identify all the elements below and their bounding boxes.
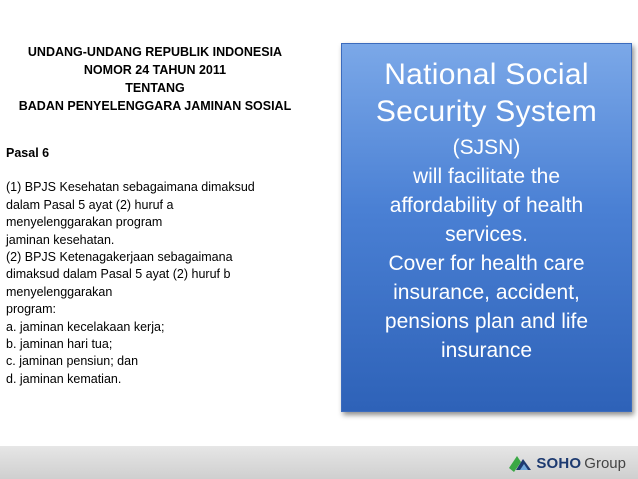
callout-line: (SJSN) <box>452 136 521 159</box>
callout-line: insurance, accident, <box>393 281 580 304</box>
article-line: dalam Pasal 5 ayat (2) huruf a <box>6 197 174 212</box>
logo-text-group: Group <box>584 454 626 472</box>
law-heading-line: TENTANG <box>125 81 185 95</box>
article-line: menyelenggarakan program <box>6 215 163 230</box>
article-line: (2) BPJS Ketenagakerjaan sebagaimana <box>6 250 233 265</box>
soho-group-logo-icon <box>507 452 533 474</box>
article-line: a. jaminan kecelakaan kerja; <box>6 319 165 334</box>
callout-line: services. <box>445 223 528 246</box>
callout-title <box>342 56 631 130</box>
callout-line: affordability of health <box>389 194 584 217</box>
callout-line: will facilitate the <box>412 165 561 188</box>
law-heading <box>4 43 306 115</box>
callout-title-line: National Social <box>384 58 589 91</box>
law-heading-line: BADAN PENYELENGGARA JAMINAN SOSIAL <box>18 99 292 113</box>
callout-line: pensions plan and life <box>384 310 589 333</box>
article-line: jaminan kesehatan. <box>6 232 115 247</box>
sjsn-callout-box <box>341 43 632 412</box>
callout-line: insurance <box>440 339 533 362</box>
callout-description <box>342 133 631 365</box>
article-number: Pasal 6 <box>6 146 50 160</box>
article-line: d. jaminan kematian. <box>6 371 122 386</box>
article-line: c. jaminan pensiun; dan <box>6 354 139 369</box>
article-line: program: <box>6 302 57 317</box>
callout-title-line: Security System <box>375 95 598 128</box>
article-line: b. jaminan hari tua; <box>6 337 113 352</box>
law-article <box>6 145 306 388</box>
law-heading-line: NOMOR 24 TAHUN 2011 <box>83 63 227 77</box>
soho-group-logo <box>507 452 626 474</box>
article-line: dimaksud dalam Pasal 5 ayat (2) huruf b <box>6 267 231 282</box>
article-line: (1) BPJS Kesehatan sebagaimana dimaksud <box>6 180 255 195</box>
law-heading-line: UNDANG-UNDANG REPUBLIK INDONESIA <box>27 45 283 59</box>
callout-line: Cover for health care <box>388 252 585 275</box>
logo-text-soho: SOHO <box>536 454 582 472</box>
article-line: menyelenggarakan <box>6 284 113 299</box>
